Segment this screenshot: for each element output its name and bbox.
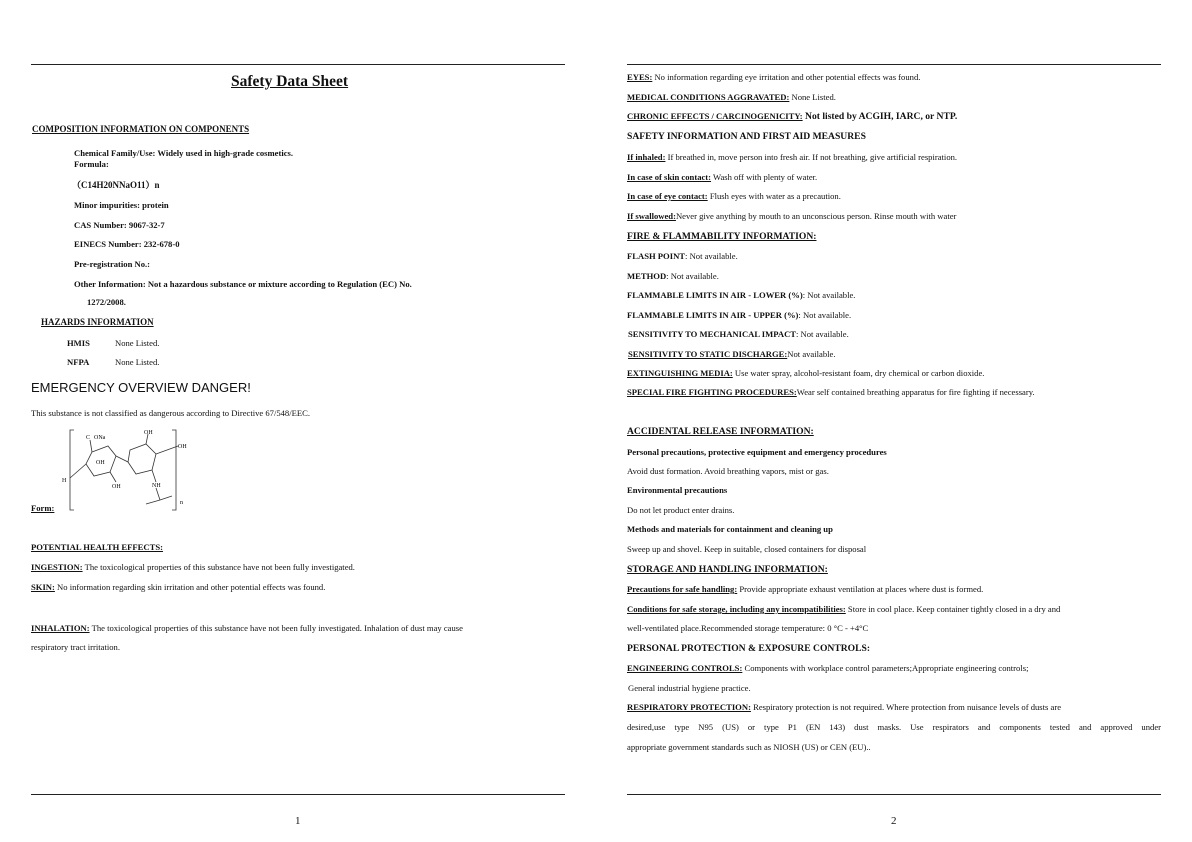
inhaled-label: If inhaled: [627, 152, 666, 162]
bottom-rule [627, 794, 1161, 795]
eye-contact-label: In case of eye contact: [627, 191, 708, 201]
other-information-cont: 1272/2008. [87, 297, 126, 307]
lower-limit-line [627, 290, 855, 301]
static-discharge-text: Not available. [787, 349, 836, 359]
atom-label: OH [112, 484, 121, 490]
mechanical-impact-line [628, 329, 849, 340]
pre-registration: Pre-registration No.: [74, 259, 151, 269]
safe-storage-line [627, 604, 1060, 615]
page-2 [596, 0, 1192, 842]
methods-materials: Methods and materials for containment and cleaning up [627, 524, 833, 534]
chronic-text: Not listed by ACGIH, IARC, or NTP. [802, 111, 958, 122]
ingestion-line [31, 562, 355, 573]
inhalation-line [31, 623, 463, 634]
engineering-text: Components with workplace control parameters;Appropriate engineering controls; [742, 663, 1029, 673]
formula-label: Formula: [74, 159, 109, 169]
engineering-label: ENGINEERING CONTROLS: [627, 663, 743, 673]
formula-value: （C14H20NNaO11）n [72, 180, 160, 190]
classification-text: This substance is not classified as dangerous according to Directive 67/548/EEC. [31, 408, 310, 418]
form-label: Form: [31, 503, 55, 513]
medical-text: None Listed. [789, 92, 836, 102]
medical-label: MEDICAL CONDITIONS AGGRAVATED: [627, 92, 790, 102]
potential-health-effects-heading: POTENTIAL HEALTH EFFECTS: [31, 542, 163, 552]
ingestion-label: INGESTION: [31, 562, 83, 572]
special-procedures-text: Wear self contained breathing apparatus for fire fighting if necessary. [796, 387, 1035, 397]
skin-line [31, 582, 325, 593]
chronic-label: CHRONIC EFFECTS / CARCINOGENICITY: [627, 111, 803, 121]
other-information: Other Information: Not a hazardous substance or mixture according to Regulation (EC) No. [74, 279, 412, 289]
document-title: Safety Data Sheet [231, 73, 349, 90]
respiratory-cont-2: appropriate government standards such as NIOSH (US) or CEN (EU).. [627, 742, 871, 752]
nfpa-value: None Listed. [115, 357, 160, 367]
flash-point-line [627, 251, 738, 262]
upper-limit-text: : Not available. [798, 310, 852, 320]
skin-contact-text: Wash off with plenty of water. [711, 172, 818, 182]
fire-heading: FIRE & FLAMMABILITY INFORMATION: [627, 231, 817, 242]
hazards-heading: HAZARDS INFORMATION [41, 317, 154, 327]
storage-cont: well-ventilated place.Recommended storage temperature: 0 °C - +4°C [627, 623, 869, 633]
chronic-line [627, 111, 957, 122]
top-rule [627, 64, 1161, 65]
ppe-heading: PERSONAL PROTECTION & EXPOSURE CONTROLS: [627, 643, 871, 654]
engineering-line [627, 663, 1028, 674]
swallowed-text: Never give anything by mouth to an unconscious person. Rinse mouth with water [675, 211, 957, 221]
skin-label: SKIN: [31, 582, 55, 592]
minor-impurities: Minor impurities: protein [74, 200, 169, 210]
method-label: METHOD [627, 271, 667, 281]
hmis-value: None Listed. [115, 338, 160, 348]
atom-label: OH [178, 444, 187, 450]
lower-limit-label: FLAMMABLE LIMITS IN AIR - LOWER (%) [627, 290, 803, 300]
method-text: : Not available. [666, 271, 719, 281]
composition-heading: COMPOSITION INFORMATION ON COMPONENTS [32, 124, 250, 134]
chemical-structure-diagram [60, 426, 200, 516]
swallowed-label: If swallowed: [627, 211, 676, 221]
respiratory-label: RESPIRATORY PROTECTION: [627, 702, 751, 712]
emergency-overview-heading: EMERGENCY OVERVIEW DANGER! [31, 380, 251, 395]
safe-storage-label: Conditions for safe storage, including any incompatibilities: [627, 604, 846, 614]
respiratory-cont: desired,use type N95 (US) or type P1 (EN 143) dust masks. Use respirators and components tested and approved under [627, 722, 1161, 732]
accidental-release-heading: ACCIDENTAL RELEASE INFORMATION: [627, 426, 814, 437]
mechanical-impact-label: SENSITIVITY TO MECHANICAL IMPACT [628, 329, 797, 339]
swallowed-line [627, 211, 956, 222]
flash-point-label: FLASH POINT [627, 251, 686, 261]
static-discharge-label: SENSITIVITY TO STATIC DISCHARGE: [628, 349, 788, 359]
inhaled-text: If breathed in, move person into fresh air. If not breathing, give artificial respiration. [665, 152, 958, 162]
sweep-text: Sweep up and shovel. Keep in suitable, closed containers for disposal [627, 544, 867, 554]
respiratory-text: Respiratory protection is not required. Where protection from nuisance levels of dusts are [750, 702, 1062, 712]
atom-label: NH [152, 483, 161, 489]
extinguishing-label: EXTINGUISHING MEDIA: [627, 368, 733, 378]
eyes-label: EYES: [627, 72, 653, 82]
personal-precautions: Personal precautions, protective equipment and emergency procedures [627, 447, 887, 457]
page-number: 2 [891, 815, 897, 827]
top-rule [31, 64, 565, 65]
engineering-cont: General industrial hygiene practice. [628, 683, 751, 693]
drains-text: Do not let product enter drains. [627, 505, 735, 515]
eyes-line [627, 72, 920, 83]
avoid-dust-text: Avoid dust formation. Avoid breathing vapors, mist or gas. [627, 466, 829, 476]
special-procedures-line [627, 387, 1035, 398]
safe-handling-line [627, 584, 983, 595]
hmis-label: HMIS [67, 338, 90, 348]
inhalation-text: The toxicological properties of this substance have not been fully investigated. Inhalation of dust may cause [89, 623, 463, 633]
inhaled-line [627, 152, 957, 163]
einecs-number: EINECS Number: 232-678-0 [74, 239, 180, 249]
eye-contact-text: Flush eyes with water as a precaution. [707, 191, 841, 201]
safe-handling-text: Provide appropriate exhaust ventilation at places where dust is formed. [737, 584, 984, 594]
eyes-text: No information regarding eye irritation and other potential effects was found. [652, 72, 921, 82]
flash-point-text: : Not available. [685, 251, 738, 261]
chemical-family: Chemical Family/Use: Widely used in high-grade cosmetics. [74, 148, 294, 158]
skin-contact-line [627, 172, 817, 183]
lower-limit-text: : Not available. [802, 290, 856, 300]
inhalation-cont: respiratory tract irritation. [31, 642, 121, 652]
method-line [627, 271, 719, 282]
atom-label: C [86, 435, 91, 441]
medical-line [627, 92, 836, 103]
cas-number: CAS Number: 9067-32-7 [74, 220, 165, 230]
ingestion-text: The toxicological properties of this substance have not been fully investigated. [82, 562, 355, 572]
atom-label: n [180, 500, 183, 506]
safe-handling-label: Precautions for safe handling: [627, 584, 738, 594]
safe-storage-text: Store in cool place. Keep container tightly closed in a dry and [845, 604, 1061, 614]
environmental-precautions: Environmental precautions [627, 485, 728, 495]
mechanical-impact-text: : Not available. [796, 329, 849, 339]
special-procedures-label: SPECIAL FIRE FIGHTING PROCEDURES: [627, 387, 797, 397]
inhalation-label: INHALATION: [31, 623, 90, 633]
extinguishing-text: Use water spray, alcohol-resistant foam, dry chemical or carbon dioxide. [732, 368, 985, 378]
atom-label: OH [144, 430, 153, 436]
atom-label: ONa [94, 435, 106, 441]
page-number: 1 [295, 815, 301, 827]
skin-contact-label: In case of skin contact: [627, 172, 712, 182]
atom-label: H [62, 478, 67, 484]
atom-label: OH [96, 460, 105, 466]
nfpa-label: NFPA [67, 357, 90, 367]
upper-limit-label: FLAMMABLE LIMITS IN AIR - UPPER (%) [627, 310, 799, 320]
first-aid-heading: SAFETY INFORMATION AND FIRST AID MEASURES [627, 131, 866, 142]
eye-contact-line [627, 191, 841, 202]
skin-text: No information regarding skin irritation and other potential effects was found. [54, 582, 326, 592]
respiratory-line [627, 702, 1061, 713]
static-discharge-line [628, 349, 835, 360]
storage-heading: STORAGE AND HANDLING INFORMATION: [627, 564, 828, 575]
bottom-rule [31, 794, 565, 795]
extinguishing-line [627, 368, 984, 379]
upper-limit-line [627, 310, 851, 321]
